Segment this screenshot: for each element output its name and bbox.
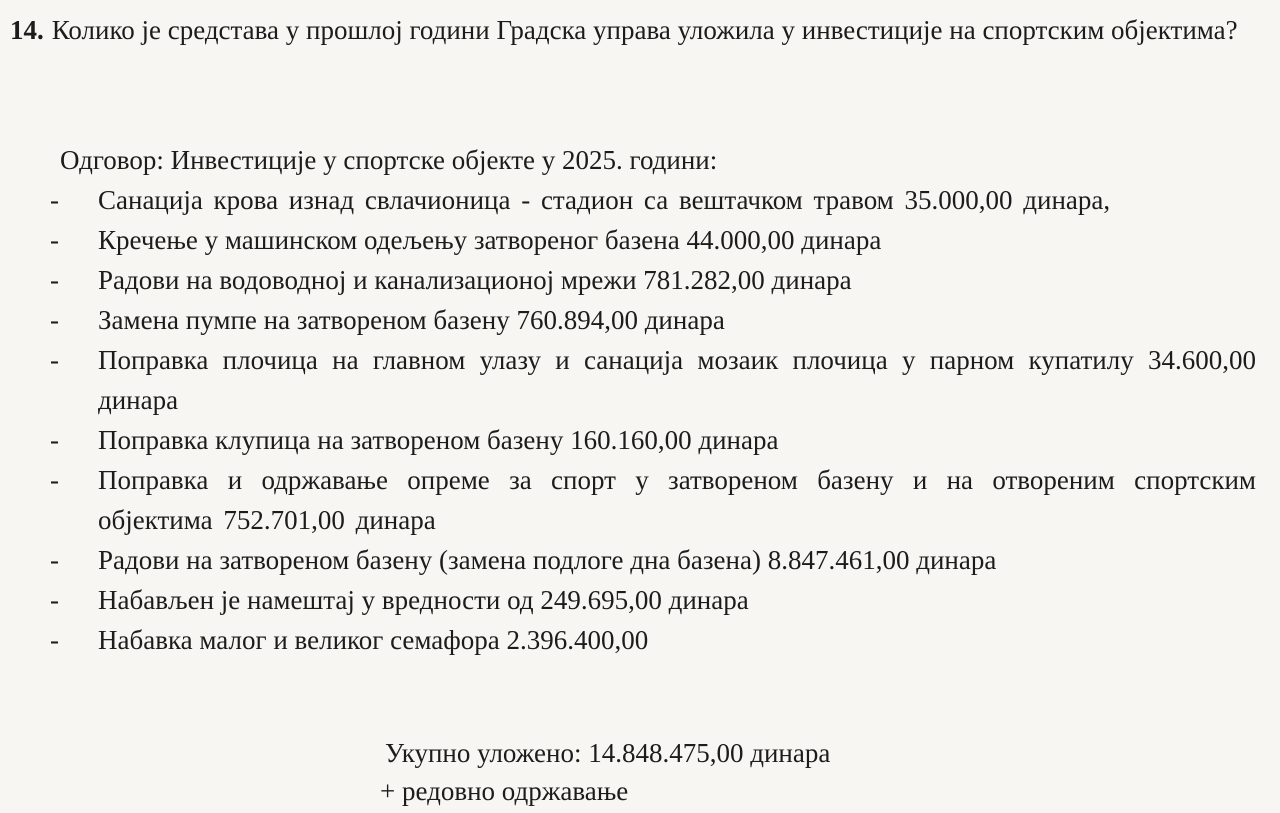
answer-intro: Одговор: Инвестиције у спортске објекте у 2025. години: [60,145,718,175]
bullet-dash: - [50,585,59,615]
bullet-dash: - [50,465,59,495]
list-item [50,340,1260,420]
regular-maintenance-note: + редовно одржавање [380,776,629,806]
list-item [50,540,1260,580]
list-item-text: Набавка малог и великог семафора 2.396.400,00 [98,625,649,655]
bullet-dash: - [50,625,59,655]
list-item [50,300,1260,340]
list-item [50,180,1260,220]
list-item-text: Радови на водоводној и канализационој мрежи 781.282,00 динара [98,265,852,295]
list-item-text: Санација крова изнад свлачионица - стадион са вештачком травом 35.000,00 динара, [98,185,1111,215]
list-item-text: Радови на затвореном базену (замена подлоге дна базена) 8.847.461,00 динара [98,545,997,575]
list-item [50,620,1260,660]
list-item [50,460,1260,540]
list-item-text: Поправка плочица на главном улазу и санација мозаик плочица у парном купатилу 34.600,00 динара [98,345,1256,415]
question-number: 14. [10,15,44,45]
list-item-text: Поправка клупица на затвореном базену 160.160,00 динара [98,425,779,455]
list-item [50,580,1260,620]
bullet-dash: - [50,225,59,255]
list-item-text: Поправка и одржавање опреме за спорт у затвореном базену и на отвореним спортским објектима 752.701,00 динара [98,465,1256,535]
bullet-dash: - [50,305,59,335]
question-text: Колико је средстава у прошлој години Градска управа уложила у инвестиције на спортским објектима? [51,15,1238,45]
list-item-text: Кречење у машинском одељењу затвореног базена 44.000,00 динара [98,225,882,255]
list-item-text: Замена пумпе на затвореном базену 760.894,00 динара [98,305,725,335]
question-block [10,10,1260,50]
list-item [50,220,1260,260]
bullet-dash: - [50,185,59,215]
list-item [50,420,1260,460]
bullet-dash: - [50,425,59,455]
list-item [50,260,1260,300]
investment-list [50,180,1260,660]
bullet-dash: - [50,265,59,295]
total-invested: Укупно уложено: 14.848.475,00 динара [385,738,831,768]
bullet-dash: - [50,345,59,375]
bullet-dash: - [50,545,59,575]
list-item-text: Набављен је намештај у вредности од 249.695,00 динара [98,585,749,615]
